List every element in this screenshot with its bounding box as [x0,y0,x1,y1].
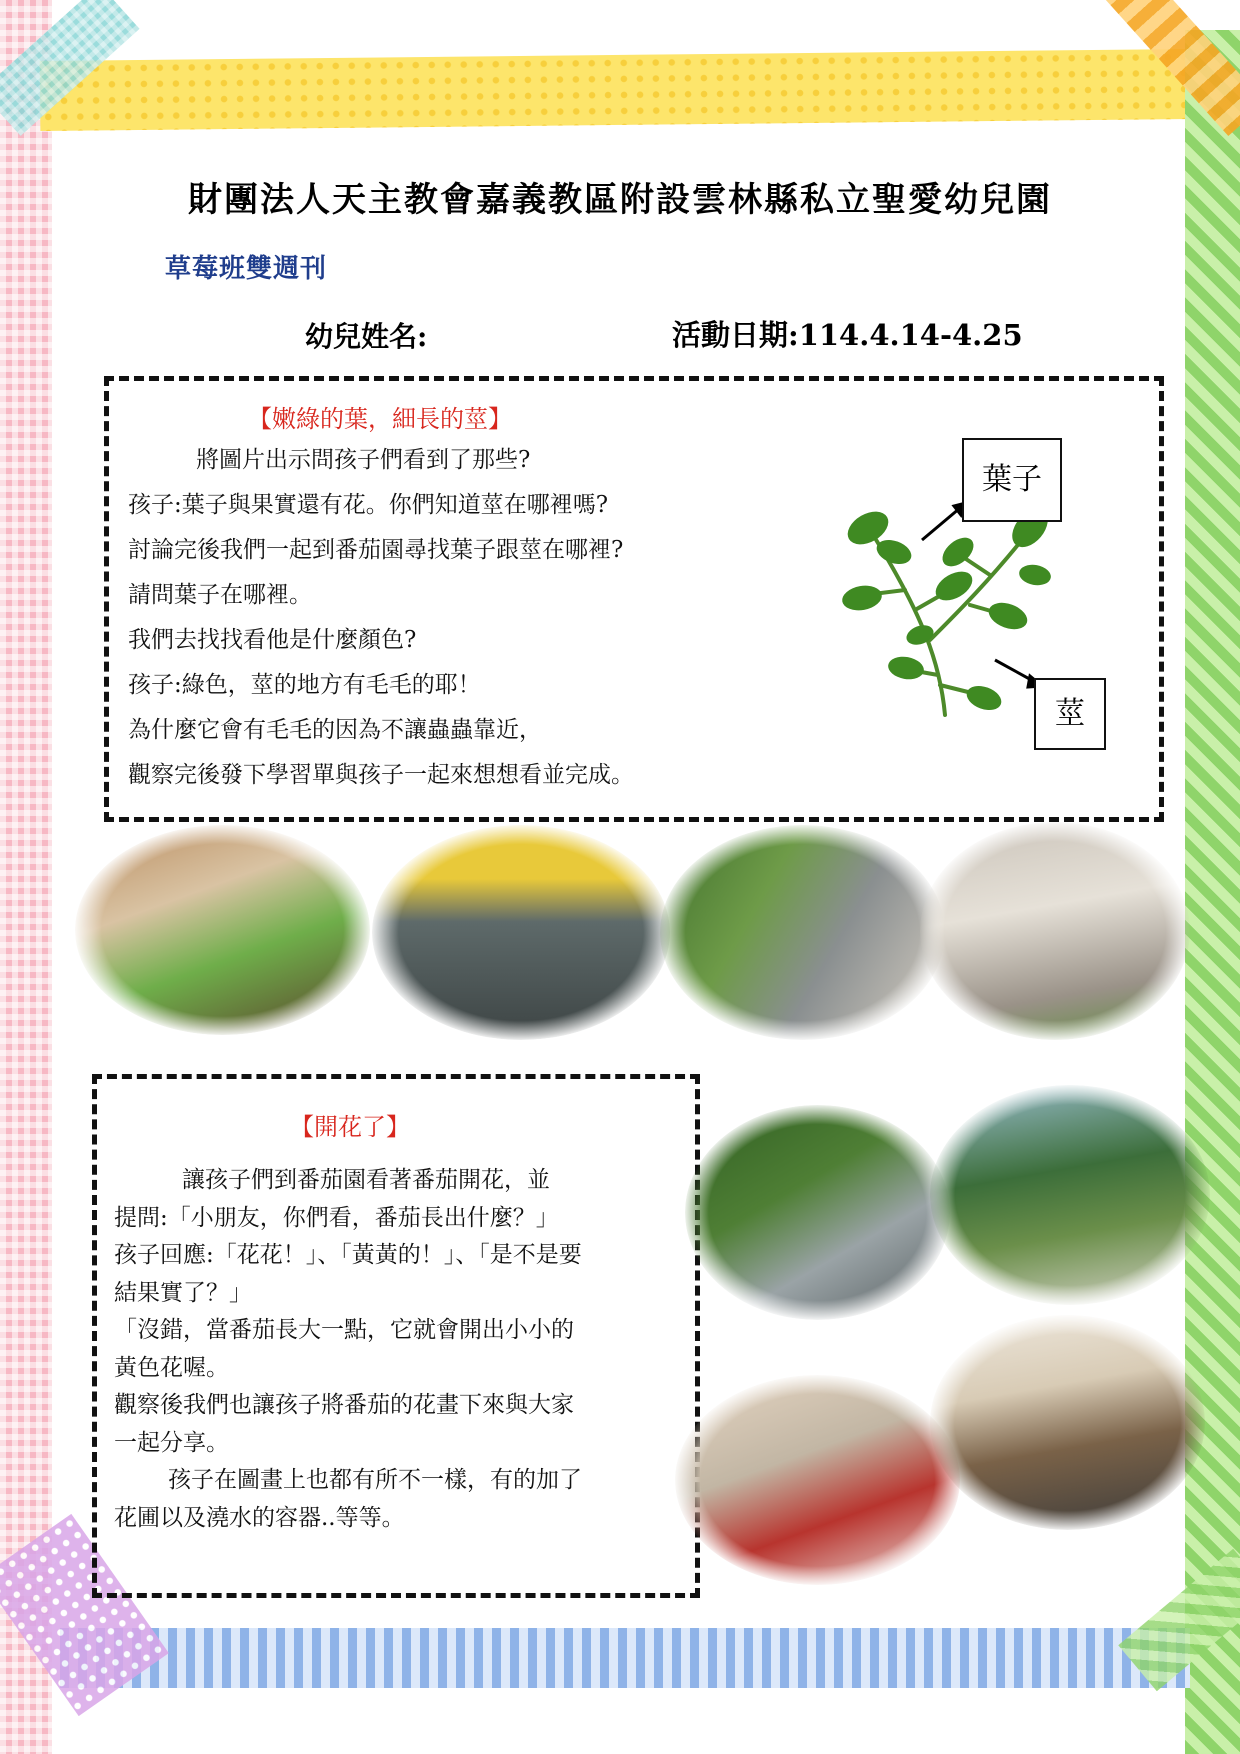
text-line: 花圃以及澆水的容器..等等。 [114,1504,405,1531]
text-line: 結果實了？」 [114,1279,252,1306]
tomato-plant-closeup-photo [930,1085,1210,1305]
text-line: 黃色花喔。 [114,1354,229,1381]
leaf-label: 葉子 [962,438,1062,522]
newsletter-subtitle: 草莓班雙週刊 [165,254,328,284]
worksheet-classroom-photo [920,822,1190,1040]
text-line: 為什麼它會有毛毛的因為不讓蟲蟲靠近， [128,717,542,743]
section1-text [128,438,748,798]
text-line: 觀察完後發下學習單與孩子一起來想想看並完成。 [128,762,634,788]
child-drawing-photo [930,1315,1205,1530]
activity-date-label: 活動日期:114.4.14-4.25 [672,318,1023,352]
outdoor-sitting-photo [372,825,670,1040]
green-tape-right [1185,30,1240,1754]
stem-label: 莖 [1034,678,1106,750]
text-line: 一起分享。 [114,1429,229,1456]
child-drawing-showcase-photo [675,1375,960,1585]
section1-title: 【嫩綠的葉，細長的莖】 [248,405,512,433]
text-line: 觀察後我們也讓孩子將番茄的花畫下來與大家 [114,1392,574,1418]
yellow-tape-top [40,49,1191,131]
text-line: 孩子:葉子與果實還有花。你們知道莖在哪裡嗎? [128,492,609,518]
text-line: 討論完後我們一起到番茄園尋找葉子跟莖在哪裡? [128,537,624,563]
text-line: 「沒錯，當番茄長大一點，它就會開出小小的 [114,1317,574,1343]
text-line: 我們去找找看他是什麼顏色? [128,627,417,653]
text-line: 孩子在圖畫上也都有所不一樣，有的加了 [168,1467,582,1493]
text-line: 孩子回應:「花花！」、「黃黃的！」、「是不是要 [114,1242,582,1268]
pink-tape-left [0,0,52,1754]
classroom-discussion-photo [75,825,370,1035]
text-line: 提問:「小朋友，你們看，番茄長出什麼？」 [114,1204,559,1231]
child-name-label: 幼兒姓名: [305,320,428,353]
text-line: 讓孩子們到番茄園看著番茄開花，並 [182,1167,550,1193]
garden-flower-photo [685,1105,950,1320]
section2-text [114,1162,674,1537]
tomato-garden-photo [660,825,945,1040]
section2-title: 【開花了】 [290,1113,410,1141]
blue-tape-bottom [60,1628,1190,1688]
page-title: 財團法人天主教會嘉義教區附設雲林縣私立聖愛幼兒園 [188,180,1052,220]
text-line: 將圖片出示問孩子們看到了那些? [196,447,531,473]
text-line: 請問葉子在哪裡。 [128,582,312,608]
text-line: 孩子:綠色，莖的地方有毛毛的耶！ [128,672,481,698]
